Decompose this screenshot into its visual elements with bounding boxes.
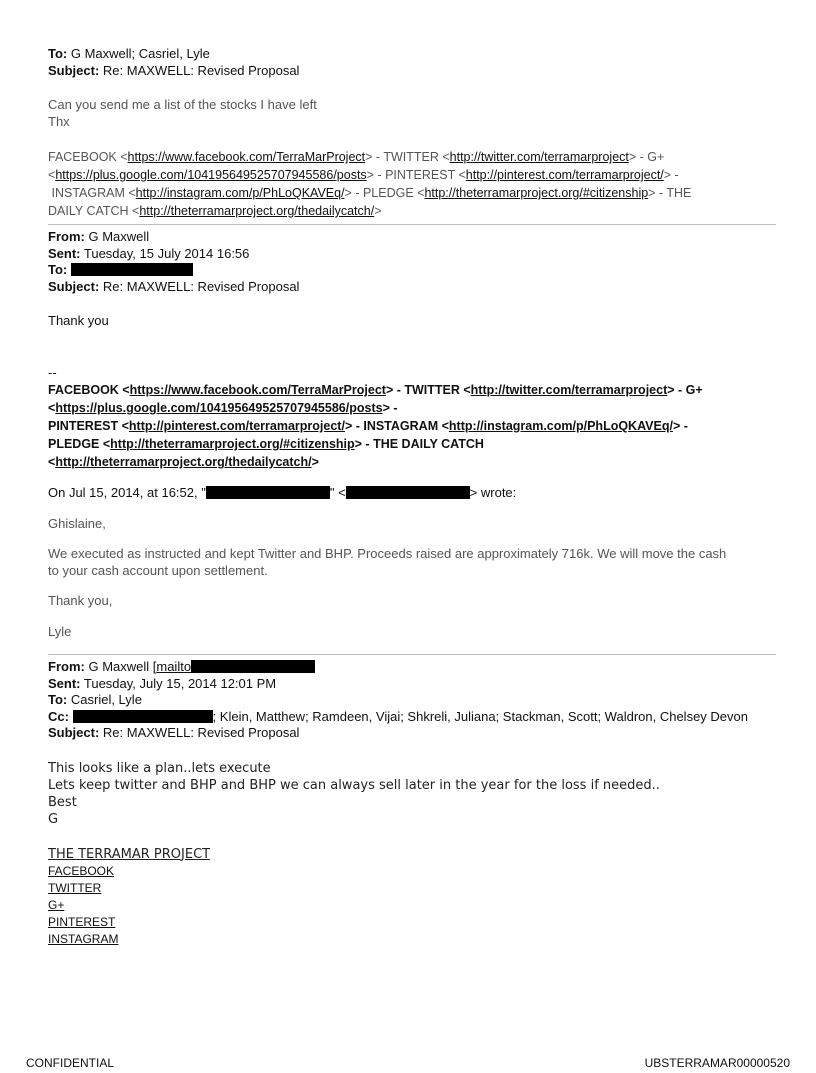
subject-line (48, 63, 776, 80)
quote-body: to your cash account upon settlement. (48, 562, 268, 578)
to-value: G Maxwell; Casriel, Lyle (70, 46, 210, 61)
terramar-twitter-link[interactable]: TWITTER (48, 880, 102, 895)
message-line: This looks like a plan..lets execute (48, 760, 271, 776)
redaction-bar (346, 486, 470, 499)
quote-greeting: Ghislaine, (48, 515, 106, 531)
cc-line: Cc: ; Klein, Matthew; Ramdeen, Vijai; Shkreli, Juliana; Stackman, Scott; Waldron, Chelsey Devon (48, 708, 748, 724)
terramar-facebook-link[interactable]: FACEBOOK (48, 863, 115, 878)
terramar-google-plus-link[interactable]: G+ (48, 897, 65, 912)
subject-line: Subject: Re: MAXWELL: Revised Proposal (48, 725, 300, 740)
signature-block-bold: FACEBOOK <https://www.facebook.com/TerraMarProject> - TWITTER <http://twitter.com/terramarproject> - G+ <https://plus.google.com/104195649525707945586/posts> - PINTEREST <http://pinterest.com/terramarproject/> - INSTAGRAM <http://instagram.com/p/PhLoQKAVEq/> - PLEDGE <http://theterramarproject.org/#citizenship> - THE DAILY CATCH <http://theterramarproject.org/thedailycatch/> (48, 383, 703, 469)
message-line: Thx (48, 113, 70, 129)
terramar-pinterest-link[interactable]: PINTEREST (48, 914, 116, 929)
twitter-link[interactable]: http://twitter.com/terramarproject (470, 383, 668, 397)
pinterest-link[interactable]: http://pinterest.com/terramarproject/ (128, 419, 345, 433)
to-label: To: (48, 46, 68, 61)
redaction-bar (206, 486, 330, 499)
message-line: Best (48, 794, 77, 810)
google-plus-link[interactable]: https://plus.google.com/104195649525707945586/posts (55, 401, 383, 415)
quote-signoff: Lyle (48, 623, 72, 639)
quote-body: We executed as instructed and kept Twitter and BHP. Proceeds raised are approximately 716k. We will move the cash (48, 546, 727, 561)
from-line: From: G Maxwell [mailto (48, 659, 776, 676)
subject-line: Subject: Re: MAXWELL: Revised Proposal (48, 278, 300, 294)
sent-line: Sent: Tuesday, July 15, 2014 12:01 PM (48, 675, 277, 691)
quote-thanks: Thank you, (48, 593, 113, 608)
message-line: Lets keep twitter and BHP and BHP we can always sell later in the year for the loss if needed.. (48, 777, 660, 793)
from-line: From: G Maxwell (48, 229, 150, 244)
sent-line: Sent: Tuesday, 15 July 2014 16:56 (48, 245, 250, 261)
message-line: G (48, 811, 59, 827)
twitter-link[interactable]: http://twitter.com/terramarproject (449, 150, 629, 164)
to-line: To: (48, 262, 776, 279)
redaction-bar (191, 660, 315, 673)
subject-label: Subject: (48, 62, 100, 78)
message-line: Can you send me a list of the stocks I have left (48, 97, 317, 112)
signature-dashes: -- (48, 364, 57, 380)
bates-number: UBSTERRAMAR00000520 (644, 1056, 790, 1070)
email-document (48, 46, 776, 948)
message-line: Thank you (48, 313, 109, 328)
facebook-link[interactable]: https://www.facebook.com/TerraMarProject (129, 383, 386, 397)
instagram-link[interactable]: http://instagram.com/p/PhLoQKAVEq/ (448, 419, 673, 433)
instagram-link[interactable]: http://instagram.com/p/PhLoQKAVEq/ (135, 186, 345, 200)
divider (48, 224, 776, 225)
quote-attribution: On Jul 15, 2014, at 16:52, " " < > wrote: (48, 485, 517, 500)
google-plus-link[interactable]: https://plus.google.com/104195649525707945586/posts (55, 168, 367, 182)
facebook-link[interactable]: https://www.facebook.com/TerraMarProject (127, 150, 366, 164)
message-body (48, 760, 776, 828)
confidential-label: CONFIDENTIAL (26, 1056, 115, 1070)
redaction-bar (71, 263, 193, 276)
terramar-title: THE TERRAMAR PROJECT (48, 846, 211, 862)
pledge-link[interactable]: http://theterramarproject.org/#citizenship (424, 186, 649, 200)
pledge-link[interactable]: http://theterramarproject.org/#citizenship (110, 437, 355, 451)
daily-catch-link[interactable]: http://theterramarproject.org/thedailycatch/ (139, 204, 375, 218)
signature-block: FACEBOOK <https://www.facebook.com/TerraMarProject> - TWITTER <http://twitter.com/terramarproject> - G+ <https://plus.google.com/104195649525707945586/posts> - PINTEREST <http://pinterest.com/terramarproject/> - INSTAGRAM <http://instagram.com/p/PhLoQKAVEq/> - PLEDGE <http://theterramarproject.org/#citizenship> - THE DAILY CATCH <http://theterramarproject.org/thedailycatch/> (48, 150, 692, 218)
divider (48, 654, 776, 655)
to-line: To: Casriel, Lyle (48, 692, 142, 707)
to-line (48, 46, 776, 63)
mailto-link[interactable]: mailto (156, 659, 192, 674)
terramar-instagram-link[interactable]: INSTAGRAM (48, 931, 119, 946)
redaction-bar (73, 710, 213, 723)
subject-value: Re: MAXWELL: Revised Proposal (102, 62, 300, 78)
daily-catch-link[interactable]: http://theterramarproject.org/thedailycatch/ (55, 455, 312, 469)
pinterest-link[interactable]: http://pinterest.com/terramarproject/ (465, 168, 664, 182)
